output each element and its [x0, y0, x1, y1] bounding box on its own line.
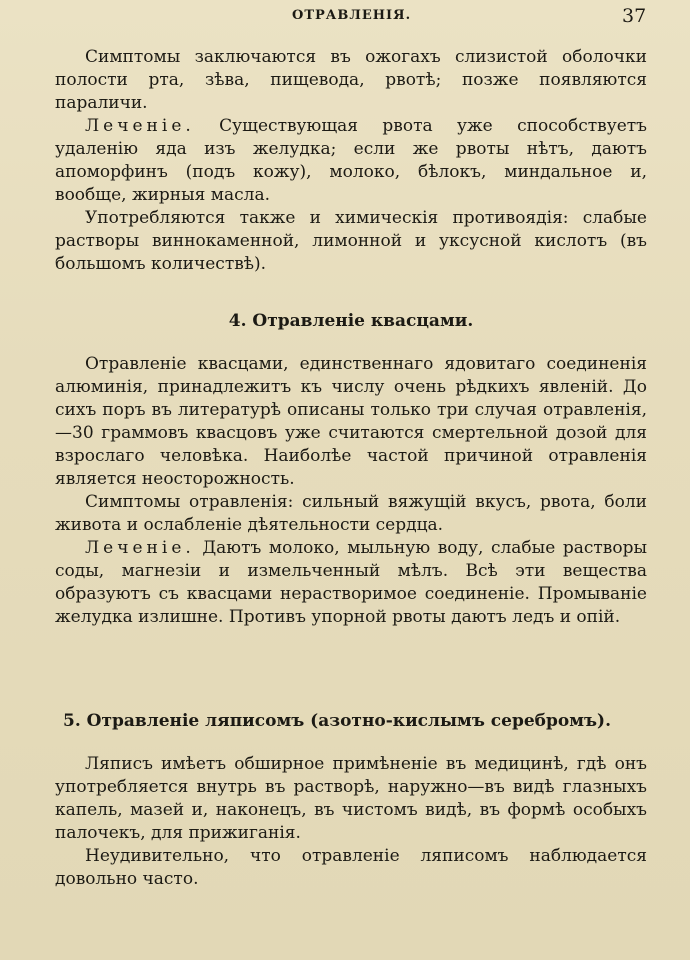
lapis-frequency-paragraph: Неудивительно, что отравленіе ляписомъ наблюдается довольно часто.	[55, 846, 647, 889]
treatment-label: Леченіе.	[85, 116, 195, 136]
treatment-paragraph	[55, 115, 647, 207]
alum-intro-paragraph: Отравленіе квасцами, единственнаго ядовитаго соединенія алюминія, принадлежитъ къ числу очень рѣдкихъ явленій. До сихъ поръ въ литературѣ описаны только три случая отравленія,—30 граммовъ квасцовъ уже считаются смертельной дозой для взрослаго человѣка. Наиболѣе частой причиной отравленія является неосторожность.	[55, 354, 647, 489]
running-head	[0, 6, 690, 30]
page-number: 37	[622, 5, 647, 27]
antidotes-paragraph: Употребляются также и химическія противоядія: слабые растворы виннокаменной, лимонной и уксусной кислотъ (въ большомъ количествѣ).	[55, 208, 647, 274]
intro-text-block	[55, 46, 647, 276]
section-4-body	[55, 353, 647, 629]
treatment-text: Существующая рвота уже способствуетъ удаленію яда изъ желудка; если же рвоты нѣтъ, даютъ апоморфинъ (подъ кожу), молоко, бѣлокъ, миндальное и, вообще, жирныя масла.	[55, 116, 647, 205]
lapis-intro-paragraph: Ляписъ имѣетъ обширное примѣненіе въ медицинѣ, гдѣ онъ употребляется внутрь въ растворѣ, наружно—въ видѣ глазныхъ капель, мазей и, наконецъ, въ чистомъ видѣ, въ формѣ особыхъ палочекъ, для прижиганія.	[55, 754, 647, 843]
section-5-heading: 5. Отравленіе ляписомъ (азотно-кислымъ серебромъ).	[63, 711, 611, 731]
alum-symptoms-paragraph: Симптомы отравленія: сильный вяжущій вкусъ, рвота, боли живота и ослабленіе дѣятельности сердца.	[55, 492, 647, 535]
alum-treatment-paragraph	[55, 537, 647, 629]
section-title: ОТРАВЛЕНІЯ.	[292, 8, 412, 23]
symptoms-paragraph: Симптомы заключаются въ ожогахъ слизистой оболочки полости рта, зѣва, пищевода, рвотѣ; позже появляются параличи.	[55, 47, 647, 113]
section-4-heading: 4. Отравленіе квасцами.	[228, 311, 474, 331]
section-5-body	[55, 753, 647, 891]
alum-treatment-text: Даютъ молоко, мыльную воду, слабые растворы соды, магнезіи и измельченный мѣлъ. Всѣ эти вещества образуютъ съ квасцами нерастворимое соединеніе. Промываніе желудка излишне. Противъ упорной рвоты даютъ ледъ и опій.	[55, 538, 647, 627]
alum-treatment-label: Леченіе.	[85, 538, 195, 558]
